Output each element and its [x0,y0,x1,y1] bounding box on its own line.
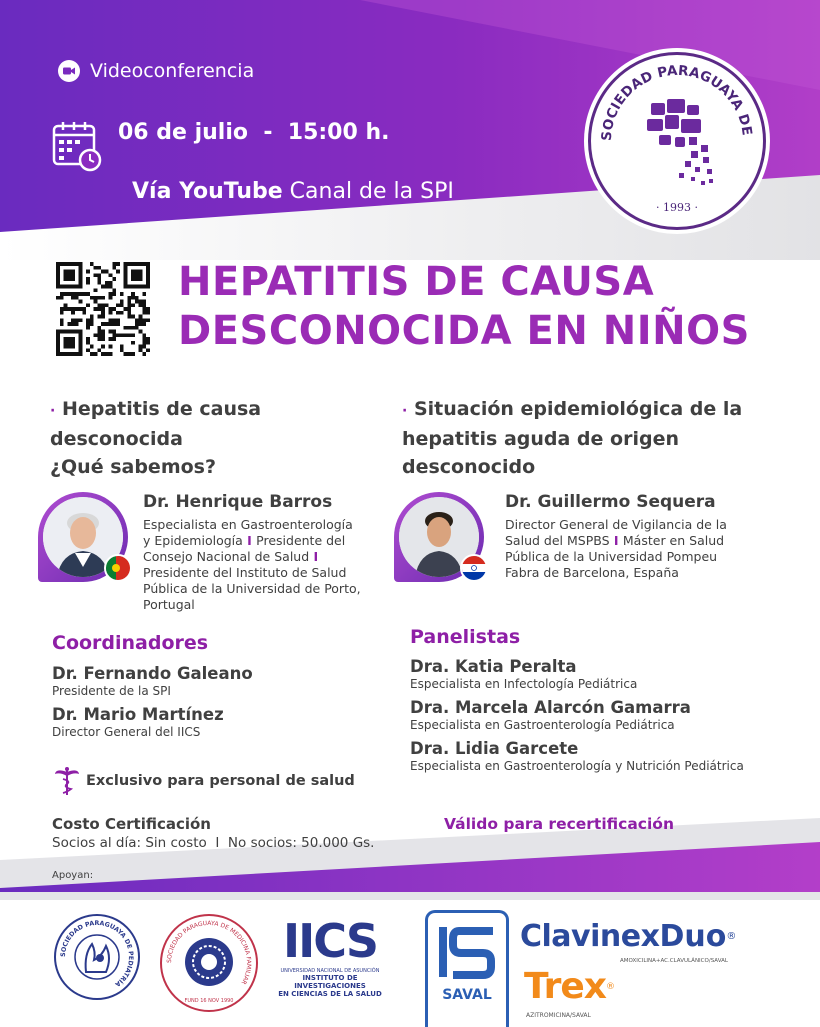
speaker-1-name: Dr. Henrique Barros [143,492,333,512]
date-time: 06 de julio - 15:00 h. [118,120,390,145]
speaker-1-desc-line [143,549,383,565]
speaker-2-desc-line: Pública de la Universidad Pompeu [505,549,718,564]
cost-detail: Socios al día: Sin costo I No socios: 50.000 Gs. [52,835,375,851]
speaker-2-description [505,517,785,581]
talk-2-line-1: Situación epidemiológica de la [413,398,743,420]
desc-text: Presidente del [256,533,346,548]
coordinadores-heading: Coordinadores [52,632,209,654]
trex-logo [524,968,664,1019]
apoyan-label: Apoyan: [52,870,94,881]
exclusive-note: Exclusivo para personal de salud [86,773,355,789]
coordinator-role: Presidente de la SPI [52,684,171,698]
bullet: · [50,403,56,419]
speaker-1-desc-line: Portugal [143,597,195,612]
talk-1-line-3: ¿Qué sabemos? [50,456,216,478]
desc-text: Máster en Salud [622,533,725,548]
caduceus-icon [54,766,80,796]
speaker-1-desc-line: Especialista en Gastroenterología [143,517,353,532]
qr-code[interactable] [56,262,150,356]
iics-line-3: EN CIENCIAS DE LA SALUD [278,990,382,998]
video-camera-icon [58,60,80,82]
platform-line [118,154,454,204]
spi-logo [588,52,766,230]
coordinator-name: Dr. Fernando Galeano [52,664,253,683]
spi-ring-text: SOCIEDAD PARAGUAYA DE [598,62,755,142]
talk-2-title [402,395,802,481]
iics-mark: IICS [283,914,377,968]
platform-bold: Vía YouTube [132,179,283,204]
panelist-role: Especialista en Gastroenterología y Nutrición Pediátrica [410,759,744,773]
trex-reg: ® [606,982,615,992]
videoconference-row [58,58,254,84]
spi-year: · 1993 · [656,201,698,214]
clavinex-sub: AMOXICILINA+AC.CLAVULÁNICO/SAVAL [620,958,728,964]
coordinadores-list [52,664,253,739]
clavinex-duo: Duo [659,919,727,954]
mode-label: Videoconferencia [90,60,255,82]
talk-1-line-1: Hepatitis de causa [61,398,262,420]
desc-text: y Epidemiología [143,533,243,548]
speaker-1-description [143,517,383,613]
cost-heading: Costo Certificación [52,815,211,833]
saval-logo [425,910,509,1027]
desc-text: Consejo Nacional de Salud [143,549,310,564]
coordinator-name: Dr. Mario Martínez [52,705,224,724]
clavinex-name: Clavinex [520,919,660,954]
panelistas-heading: Panelistas [410,626,521,648]
event-title-line-1: HEPATITIS DE CAUSA [178,259,655,305]
panelist-role: Especialista en Infectología Pediátrica [410,677,638,691]
svg-text:SOCIEDAD PARAGUAYA DE MEDICINA: SOCIEDAD PARAGUAYA DE MEDICINA FAMILIAR [165,919,253,986]
event-title-line-2: DESCONOCIDA EN NIÑOS [178,308,750,354]
clavinex-duo-logo [520,920,760,964]
paraguay-flag-icon [460,554,488,582]
bullet: · [402,403,408,419]
svg-text:FUND 16 NOV 1990: FUND 16 NOV 1990 [184,998,234,1004]
iics-line-1: UNIVERSIDAD NACIONAL DE ASUNCIÓN [280,968,380,974]
speaker-2-name: Dr. Guillermo Sequera [505,492,716,512]
talk-2-line-3: desconocido [402,456,536,478]
speaker-1-desc-line [143,533,383,549]
speaker-2-desc-line: Director General de Vigilancia de la [505,517,727,532]
separator: I [609,533,623,548]
smf-medicina-familiar-logo [160,914,258,1012]
portugal-flag-icon [104,554,132,582]
talk-1-title [50,395,370,481]
clavinex-reg: ® [726,931,737,942]
saval-name: SAVAL [442,987,492,1003]
panelist-name: Dra. Marcela Alarcón Gamarra [410,698,691,717]
speaker-2-desc-line: Fabra de Barcelona, España [505,565,679,580]
iics-logo [270,916,390,1006]
speaker-1-desc-line: Pública de la Universidad de Porto, [143,581,361,596]
exclusive-note-row [54,766,355,796]
trex-name: Trex [524,966,606,1007]
talk-1-line-2: desconocida [50,428,183,450]
talk-2-line-2: hepatitis aguda de origen [402,428,679,450]
panelist-role: Especialista en Gastroenterología Pediátrica [410,718,675,732]
recertification-note: Válido para recertificación [444,815,674,833]
separator: I [309,549,319,564]
iics-line-2: INSTITUTO DE INVESTIGACIONES [294,974,366,990]
calendar-icon [52,120,102,172]
speaker-2-desc-line [505,533,785,549]
spp-pediatria-logo [54,914,140,1000]
separator: I [242,533,257,548]
panelist-name: Dra. Lidia Garcete [410,739,579,758]
trex-sub: AZITROMICINA/SAVAL [526,1012,591,1019]
panelist-name: Dra. Katia Peralta [410,657,577,676]
coordinator-role: Director General del IICS [52,725,201,739]
panelistas-list [410,657,744,773]
svg-text:SOCIEDAD PARAGUAYA DE PEDIATRÍ: SOCIEDAD PARAGUAYA DE PEDIATRÍA [59,919,135,988]
platform-rest: Canal de la SPI [282,179,454,204]
spi-map-mark [647,99,713,185]
speaker-1-desc-line: Presidente del Instituto de Salud [143,565,347,580]
desc-text: Salud del MSPBS [505,533,610,548]
